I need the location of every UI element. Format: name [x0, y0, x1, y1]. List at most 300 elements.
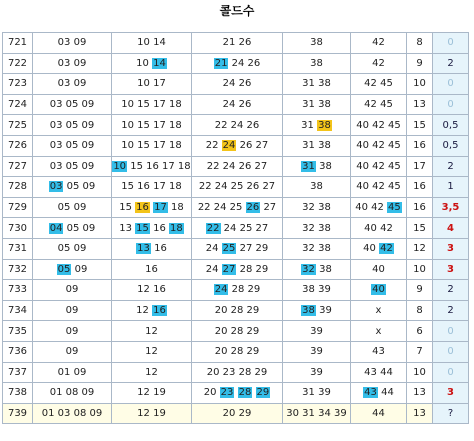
number-group-c5	[351, 74, 407, 95]
number-text: 30 31 34 39	[286, 407, 347, 419]
cold-count: 15	[407, 115, 433, 136]
number-text: 16	[149, 222, 169, 234]
round-number: 737	[3, 362, 33, 383]
page-title: 콜드수	[219, 4, 255, 18]
highlighted-number: 22	[206, 222, 220, 234]
highlighted-number: 29	[256, 387, 270, 399]
round-number: 736	[3, 341, 33, 362]
table-row	[3, 280, 469, 301]
number-text: 22 24 26 27	[206, 160, 268, 172]
round-number: 738	[3, 383, 33, 404]
number-text: 27	[260, 202, 277, 214]
number-group-c3	[192, 156, 283, 177]
hit-count: 2	[433, 156, 469, 177]
number-text: 31 38	[302, 99, 331, 111]
highlighted-number: 27	[222, 263, 236, 275]
number-group-c3	[192, 135, 283, 156]
highlighted-number: 28	[238, 387, 252, 399]
cold-count: 8	[407, 300, 433, 321]
number-text: 40 42 45	[356, 140, 401, 152]
number-text: 39	[310, 325, 323, 337]
number-text: 40 42 45	[356, 160, 401, 172]
number-group-c5	[351, 33, 407, 54]
number-group-c2	[112, 321, 192, 342]
table-row	[3, 115, 469, 136]
highlighted-number: 38	[302, 305, 315, 317]
round-number: 724	[3, 94, 33, 115]
number-group-c4	[283, 280, 351, 301]
number-group-c3	[192, 259, 283, 280]
number-group-c4	[283, 383, 351, 404]
number-text: 21 26	[222, 37, 252, 49]
table-row	[3, 94, 469, 115]
number-text: 03 09	[57, 78, 87, 90]
round-number: 723	[3, 74, 33, 95]
number-text: 01 08 09	[49, 387, 95, 399]
number-text: 22 24 25 26 27	[198, 181, 276, 193]
number-group-c4	[283, 33, 351, 54]
number-text: 12	[145, 325, 158, 337]
number-group-c2	[112, 403, 192, 424]
hit-count: 0,5	[433, 115, 469, 136]
highlighted-number: 05	[57, 263, 71, 275]
number-group-c3	[192, 115, 283, 136]
cold-number-table	[2, 32, 469, 424]
highlighted-number: 25	[222, 243, 236, 255]
number-group-c1	[33, 238, 112, 259]
cold-count: 10	[407, 259, 433, 280]
table-row	[3, 74, 469, 95]
number-text: 10 15 17 18	[121, 140, 182, 152]
number-text: 24	[205, 263, 222, 275]
number-group-c2	[112, 383, 192, 404]
number-text: 10 15 17 18	[121, 119, 182, 131]
cold-count: 13	[407, 383, 433, 404]
number-text: 22	[205, 140, 222, 152]
number-group-c2	[112, 280, 192, 301]
number-text: 39	[315, 305, 332, 317]
round-number: 733	[3, 280, 33, 301]
number-text: 40 42 45	[356, 181, 401, 193]
highlighted-number: 23	[220, 387, 234, 399]
round-number: 732	[3, 259, 33, 280]
round-number: 725	[3, 115, 33, 136]
hit-count: 3	[433, 238, 469, 259]
highlighted-number: 04	[49, 222, 63, 234]
table-row	[3, 259, 469, 280]
number-group-c1	[33, 156, 112, 177]
highlighted-number: 14	[153, 57, 166, 69]
table-row	[3, 156, 469, 177]
number-group-c5	[351, 53, 407, 74]
number-group-c5	[351, 156, 407, 177]
number-group-c3	[192, 94, 283, 115]
number-group-c4	[283, 238, 351, 259]
number-text: 20 23 28 29	[206, 366, 268, 378]
hit-count: 2	[433, 300, 469, 321]
hit-count: 2	[433, 280, 469, 301]
number-text: 27 29	[236, 243, 269, 255]
number-text: 38 39	[302, 284, 331, 296]
number-text: 20	[203, 387, 220, 399]
number-text: 24 26	[228, 57, 261, 69]
cold-count: 15	[407, 218, 433, 239]
number-text: 01 09	[57, 366, 87, 378]
number-group-c3	[192, 53, 283, 74]
number-group-c5	[351, 218, 407, 239]
number-group-c3	[192, 362, 283, 383]
number-text: 12	[136, 305, 153, 317]
table-row	[3, 321, 469, 342]
number-group-c3	[192, 321, 283, 342]
number-text: 20 28 29	[214, 346, 260, 358]
number-text: 26 27	[236, 140, 269, 152]
number-text: 09	[65, 305, 79, 317]
number-group-c1	[33, 362, 112, 383]
number-group-c2	[112, 238, 192, 259]
number-text: 31 38	[302, 140, 331, 152]
cold-count: 9	[407, 280, 433, 301]
number-group-c4	[283, 321, 351, 342]
highlighted-number: 21	[214, 57, 228, 69]
cold-count: 13	[407, 94, 433, 115]
cold-count: 13	[407, 403, 433, 424]
cold-count: 8	[407, 33, 433, 54]
number-group-c4	[283, 197, 351, 218]
hit-count: 3,5	[433, 197, 469, 218]
number-group-c1	[33, 53, 112, 74]
number-group-c1	[33, 74, 112, 95]
number-text: 03 09	[57, 37, 87, 49]
hit-count: 0	[433, 362, 469, 383]
number-text: 39	[310, 366, 323, 378]
round-number: 728	[3, 177, 33, 198]
number-text: 03 05 09	[49, 119, 95, 131]
hit-count: 0	[433, 94, 469, 115]
number-text: 32 38	[302, 202, 331, 214]
cold-count: 12	[407, 238, 433, 259]
round-number: 730	[3, 218, 33, 239]
table-row	[3, 177, 469, 198]
number-group-c5	[351, 197, 407, 218]
number-group-c2	[112, 156, 192, 177]
number-group-c3	[192, 177, 283, 198]
number-text: 24 25 27	[220, 222, 269, 234]
number-group-c4	[283, 74, 351, 95]
number-text: 10 15 17 18	[121, 99, 182, 111]
number-group-c5	[351, 341, 407, 362]
round-number: 722	[3, 53, 33, 74]
number-group-c4	[283, 362, 351, 383]
number-group-c4	[283, 53, 351, 74]
number-group-c3	[192, 403, 283, 424]
number-text: x	[375, 325, 382, 337]
highlighted-number: 15	[136, 222, 149, 234]
number-group-c1	[33, 341, 112, 362]
number-group-c2	[112, 94, 192, 115]
number-text: 09	[71, 263, 88, 275]
number-group-c2	[112, 177, 192, 198]
number-text: 38	[315, 160, 332, 172]
number-text: 43 44	[364, 366, 393, 378]
highlighted-number: 43	[364, 387, 377, 399]
table-row	[3, 362, 469, 383]
number-text: 03 05 09	[49, 140, 95, 152]
number-group-c2	[112, 115, 192, 136]
number-group-c2	[112, 74, 192, 95]
cold-count: 6	[407, 321, 433, 342]
table-row	[3, 53, 469, 74]
hit-count: 1	[433, 177, 469, 198]
cold-count: 9	[407, 53, 433, 74]
cold-count: 16	[407, 135, 433, 156]
number-group-c5	[351, 403, 407, 424]
number-text: 38	[310, 57, 323, 69]
number-group-c1	[33, 135, 112, 156]
number-text: 32 38	[302, 243, 331, 255]
number-group-c4	[283, 94, 351, 115]
highlighted-number: 38	[318, 119, 331, 131]
number-text: 12 19	[137, 407, 166, 419]
number-group-c3	[192, 300, 283, 321]
cold-count: 16	[407, 177, 433, 198]
highlighted-number: 24	[222, 140, 236, 152]
number-text: 32 38	[302, 222, 331, 234]
number-text: 42 45	[364, 78, 393, 90]
round-number: 721	[3, 33, 33, 54]
highlighted-number: 31	[302, 160, 315, 172]
number-text: 22 24 26	[214, 119, 260, 131]
table-row	[3, 135, 469, 156]
number-group-c3	[192, 383, 283, 404]
number-text: 24 26	[222, 78, 252, 90]
number-text: 39	[310, 346, 323, 358]
number-text: 24 26	[222, 99, 252, 111]
number-group-c3	[192, 280, 283, 301]
number-text: 20 28 29	[214, 325, 260, 337]
number-group-c2	[112, 259, 192, 280]
number-text: 28 29	[228, 284, 261, 296]
number-text: 09	[65, 284, 79, 296]
number-group-c4	[283, 218, 351, 239]
highlighted-number: 03	[49, 181, 63, 193]
number-text: 10 14	[137, 37, 166, 49]
number-text: 03 05 09	[49, 160, 95, 172]
cold-count: 17	[407, 156, 433, 177]
number-text: 20 28 29	[214, 305, 260, 317]
number-text: 31 38	[302, 78, 331, 90]
highlighted-number: 26	[246, 202, 260, 214]
number-text: 44	[377, 387, 394, 399]
hit-count: 0	[433, 74, 469, 95]
number-text: 44	[372, 407, 385, 419]
number-group-c4	[283, 341, 351, 362]
number-text: 43	[372, 346, 385, 358]
number-text: 01 03 08 09	[41, 407, 103, 419]
number-text: 31	[301, 119, 318, 131]
number-text: x	[375, 305, 382, 317]
hit-count: 0	[433, 341, 469, 362]
number-text: 38	[310, 181, 323, 193]
number-group-c2	[112, 341, 192, 362]
highlighted-number: 24	[214, 284, 228, 296]
number-text: 03 05 09	[49, 99, 95, 111]
number-group-c5	[351, 259, 407, 280]
number-group-c4	[283, 403, 351, 424]
number-group-c5	[351, 300, 407, 321]
number-text: 31 39	[302, 387, 331, 399]
number-group-c5	[351, 238, 407, 259]
number-text: 40	[363, 243, 380, 255]
number-group-c5	[351, 321, 407, 342]
number-text: 05 09	[57, 243, 87, 255]
number-group-c2	[112, 362, 192, 383]
number-text: 12	[145, 366, 158, 378]
hit-count: 3	[433, 259, 469, 280]
highlighted-number: 16	[153, 305, 166, 317]
number-group-c3	[192, 341, 283, 362]
table-row	[3, 341, 469, 362]
round-number: 727	[3, 156, 33, 177]
number-text: 12 19	[137, 387, 166, 399]
number-group-c1	[33, 94, 112, 115]
number-group-c1	[33, 383, 112, 404]
number-group-c3	[192, 218, 283, 239]
number-text: 40 42	[364, 222, 393, 234]
number-text: 03 09	[57, 57, 87, 69]
table-row	[3, 197, 469, 218]
number-group-c3	[192, 238, 283, 259]
hit-count: 0	[433, 33, 469, 54]
number-group-c4	[283, 177, 351, 198]
number-text: 42	[372, 57, 385, 69]
number-group-c1	[33, 280, 112, 301]
number-text: 24	[205, 243, 222, 255]
number-group-c1	[33, 259, 112, 280]
table-row	[3, 300, 469, 321]
cold-count: 16	[407, 197, 433, 218]
number-text: 15 16 17 18	[121, 181, 182, 193]
round-number: 726	[3, 135, 33, 156]
cold-count: 10	[407, 362, 433, 383]
number-text: 22 24 25	[197, 202, 246, 214]
number-group-c2	[112, 218, 192, 239]
number-group-c4	[283, 156, 351, 177]
number-text: 05 09	[63, 181, 96, 193]
number-group-c1	[33, 218, 112, 239]
number-text: 20 29	[222, 407, 252, 419]
highlighted-number: 32	[302, 263, 315, 275]
number-group-c5	[351, 280, 407, 301]
number-text: 13	[119, 222, 136, 234]
number-text: 16	[150, 243, 167, 255]
round-number: 729	[3, 197, 33, 218]
number-group-c4	[283, 259, 351, 280]
number-group-c4	[283, 135, 351, 156]
hit-count: 4	[433, 218, 469, 239]
number-group-c5	[351, 115, 407, 136]
number-text: 16	[145, 263, 158, 275]
number-text: 40 42	[355, 202, 388, 214]
number-group-c1	[33, 115, 112, 136]
number-group-c1	[33, 197, 112, 218]
round-number: 739	[3, 403, 33, 424]
number-group-c5	[351, 135, 407, 156]
number-text: 12	[145, 346, 158, 358]
number-text: 38	[315, 263, 332, 275]
table-row	[3, 383, 469, 404]
number-group-c1	[33, 403, 112, 424]
number-group-c5	[351, 383, 407, 404]
number-text: 12 16	[137, 284, 166, 296]
number-text: 09	[65, 325, 79, 337]
number-group-c1	[33, 177, 112, 198]
number-text: 42 45	[364, 99, 393, 111]
number-text: 05 09	[57, 202, 87, 214]
number-text: 38	[310, 37, 323, 49]
hit-count: 2	[433, 53, 469, 74]
table-row	[3, 238, 469, 259]
number-group-c2	[112, 53, 192, 74]
round-number: 735	[3, 321, 33, 342]
number-group-c2	[112, 33, 192, 54]
number-text: 28 29	[236, 263, 269, 275]
number-group-c1	[33, 33, 112, 54]
number-group-c3	[192, 33, 283, 54]
highlighted-number: 42	[380, 243, 393, 255]
number-text: 10	[136, 57, 153, 69]
number-group-c1	[33, 300, 112, 321]
number-group-c3	[192, 74, 283, 95]
number-group-c2	[112, 197, 192, 218]
hit-count: ?	[433, 403, 469, 424]
round-number: 734	[3, 300, 33, 321]
number-text: 40 42 45	[356, 119, 401, 131]
number-group-c5	[351, 177, 407, 198]
number-group-c5	[351, 94, 407, 115]
cold-count: 10	[407, 74, 433, 95]
number-text: 15 16 17 18	[127, 160, 191, 172]
number-text: 40	[372, 263, 385, 275]
table-row	[3, 33, 469, 54]
cold-count: 7	[407, 341, 433, 362]
number-text: 18	[167, 202, 184, 214]
highlighted-number: 13	[137, 243, 150, 255]
number-group-c2	[112, 300, 192, 321]
number-text: 42	[372, 37, 385, 49]
highlighted-number: 17	[154, 202, 167, 214]
highlighted-number: 18	[170, 222, 183, 234]
highlighted-number: 40	[372, 284, 385, 296]
number-text: 15	[119, 202, 136, 214]
number-group-c1	[33, 321, 112, 342]
hit-count: 0,5	[433, 135, 469, 156]
highlighted-number: 45	[388, 202, 401, 214]
hit-count: 0	[433, 321, 469, 342]
highlighted-number: 10	[113, 160, 127, 172]
number-text: 09	[65, 346, 79, 358]
number-text: 10 17	[137, 78, 166, 90]
number-group-c4	[283, 115, 351, 136]
prediction-row	[3, 403, 469, 424]
number-group-c4	[283, 300, 351, 321]
number-group-c2	[112, 135, 192, 156]
number-group-c5	[351, 362, 407, 383]
table-row	[3, 218, 469, 239]
hit-count: 3	[433, 383, 469, 404]
number-text: 05 09	[63, 222, 96, 234]
round-number: 731	[3, 238, 33, 259]
